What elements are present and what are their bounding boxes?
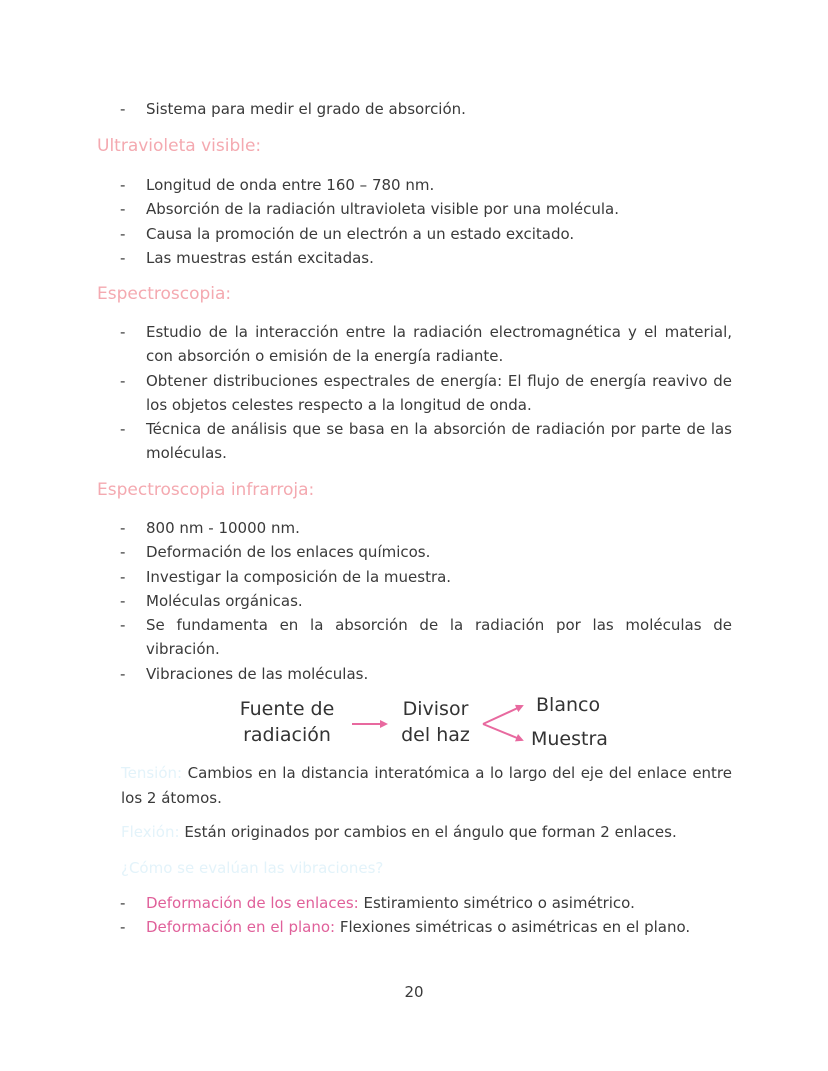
diagram-source-line2: radiación	[243, 724, 331, 746]
diagram-splitter-line2: del haz	[401, 724, 470, 746]
vibration-term: Deformación en el plano:	[146, 918, 336, 937]
flexion-text: Están originados por cambios en el ángulo que forman 2 enlaces.	[184, 823, 677, 841]
diagram-out-bottom: Muestra	[531, 728, 608, 750]
section-heading-espectroscopia: Espectroscopia:	[97, 284, 232, 304]
list-item: - Absorción de la radiación ultravioleta visible por una molécula.	[120, 197, 732, 221]
list-item: - Obtener distribuciones espectrales de energía: El flujo de energía reavivo de los objetos celestes respecto a la longitud de onda.	[120, 369, 732, 418]
tension-label: Tensión:	[121, 764, 183, 782]
flexion-paragraph	[121, 820, 732, 845]
ir-list	[120, 516, 732, 686]
list-item: - Investigar la composición de la muestra.	[120, 565, 732, 589]
list-item: - Se fundamenta en la absorción de la radiación por las moléculas de vibración.	[120, 613, 732, 662]
flexion-label: Flexión:	[121, 823, 180, 841]
question-heading: ¿Cómo se evalúan las vibraciones?	[121, 859, 384, 877]
list-item: - Moléculas orgánicas.	[120, 589, 732, 613]
list-item: - Causa la promoción de un electrón a un estado excitado.	[120, 222, 732, 246]
list-item: - Las muestras están excitadas.	[120, 246, 732, 270]
tension-text: Cambios en la distancia interatómica a lo largo del eje del enlace entre los 2 átomos.	[121, 764, 732, 807]
list-item: - 800 nm - 10000 nm.	[120, 516, 732, 540]
arrow-up-right-icon	[483, 706, 522, 724]
list-item: - Sistema para medir el grado de absorción.	[120, 97, 732, 121]
list-item	[120, 891, 732, 915]
list-item: - Estudio de la interacción entre la radiación electromagnética y el material, con absorción o emisión de la energía radiante.	[120, 320, 732, 369]
vibrations-list	[120, 891, 732, 940]
list-item: - Técnica de análisis que se basa en la absorción de radiación por parte de las moléculas.	[120, 417, 732, 466]
list-item: - Vibraciones de las moléculas.	[120, 662, 732, 686]
section-heading-ir: Espectroscopia infrarroja:	[97, 480, 315, 500]
vibration-desc: Flexiones simétricas o asimétricas en el plano.	[339, 918, 691, 937]
diagram-splitter-line1: Divisor	[402, 698, 469, 720]
list-item: - Deformación de los enlaces químicos.	[120, 540, 732, 564]
list-item	[120, 915, 732, 939]
section-heading-uv: Ultravioleta visible:	[97, 136, 262, 156]
diagram-source-line1: Fuente de	[239, 698, 335, 720]
vibration-desc: Estiramiento simétrico o asimétrico.	[363, 894, 635, 912]
vibration-term: Deformación de los enlaces:	[146, 894, 359, 912]
diagram-out-top: Blanco	[536, 694, 601, 716]
tension-paragraph	[121, 761, 732, 811]
page-number: 20	[404, 983, 424, 1001]
list-item: - Longitud de onda entre 160 – 780 nm.	[120, 173, 732, 197]
arrow-down-right-icon	[483, 724, 522, 740]
espectroscopia-list	[120, 320, 732, 466]
top-list	[120, 97, 732, 121]
diagram-splitter-label	[388, 696, 483, 748]
spectrometer-diagram	[228, 690, 628, 756]
uv-list	[120, 173, 732, 270]
